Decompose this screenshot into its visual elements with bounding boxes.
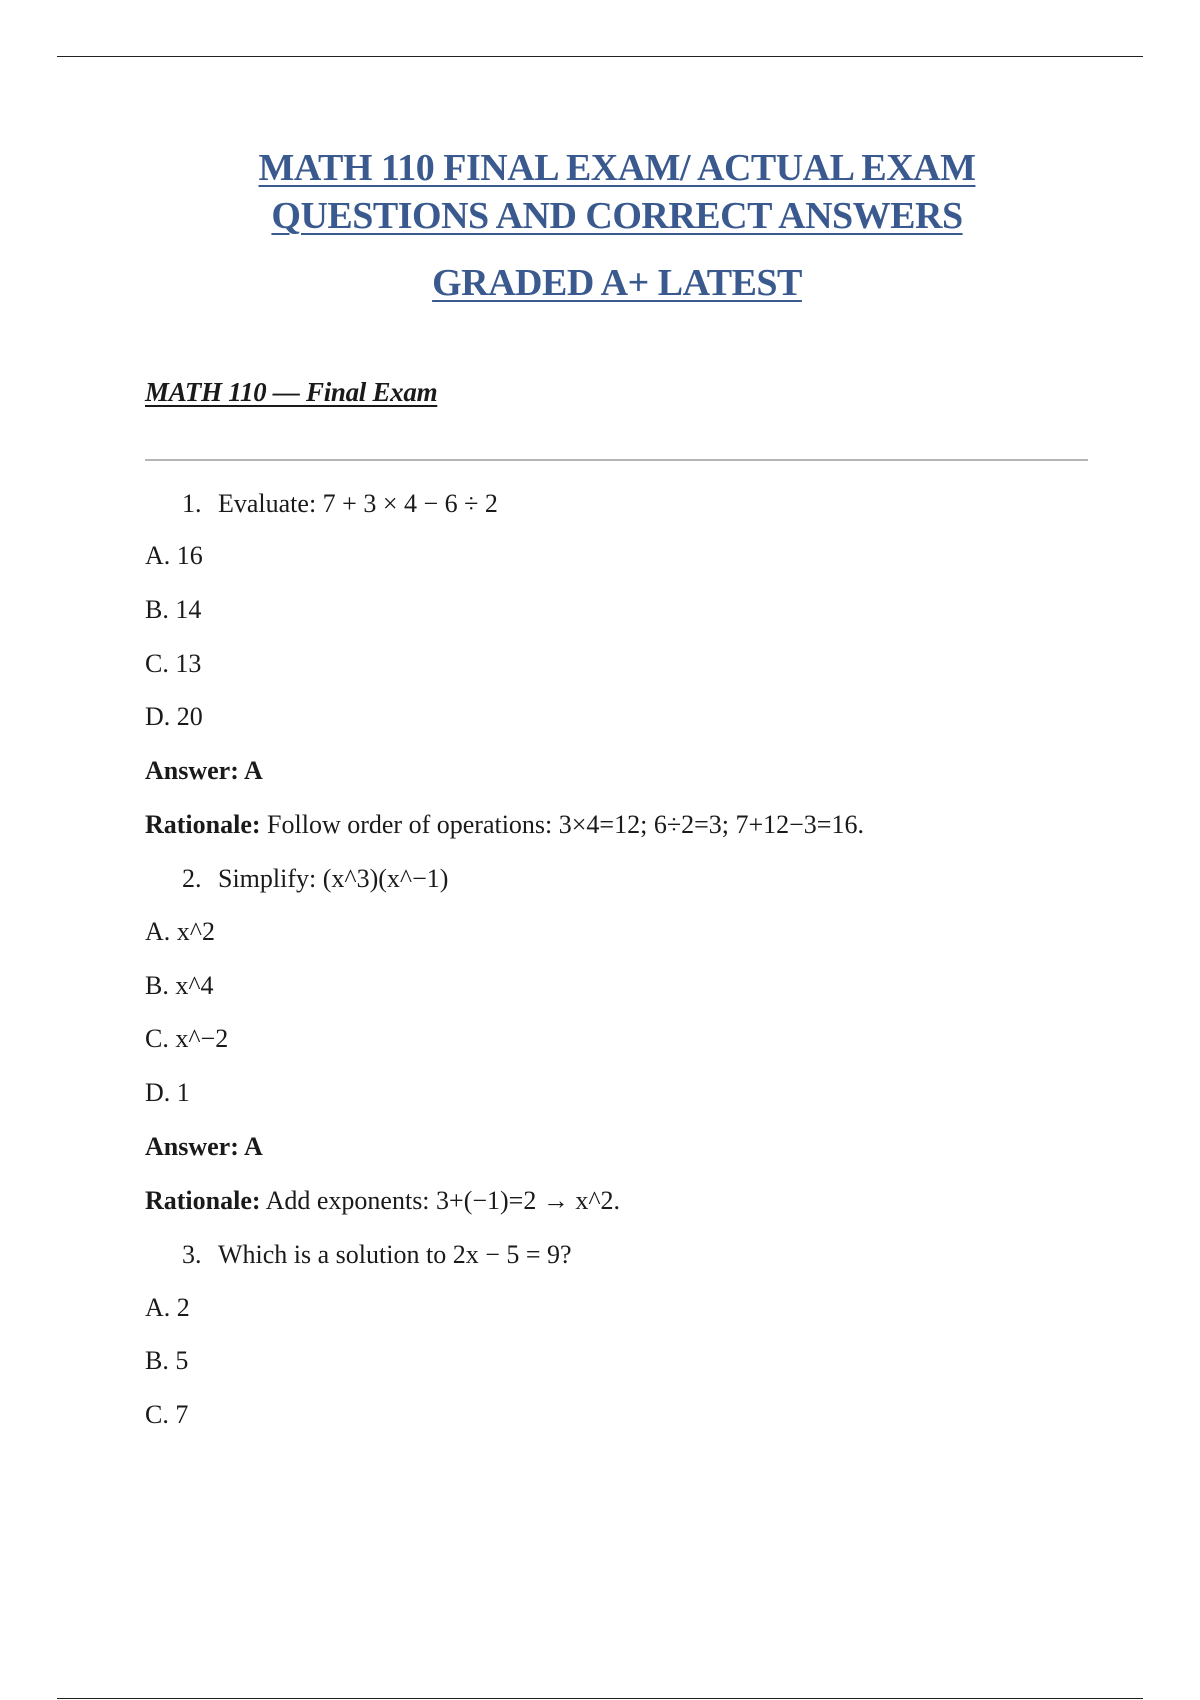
top-rule	[57, 56, 1143, 57]
rationale-label: Rationale:	[145, 810, 261, 839]
document-title-line-3: GRADED A+ LATEST	[432, 262, 802, 304]
option-a: A. 16	[145, 541, 203, 570]
option-d: D. 1	[145, 1078, 190, 1107]
question-text: Evaluate: 7 + 3 × 4 − 6 ÷ 2	[218, 489, 498, 518]
exam-subtitle: MATH 110 — Final Exam	[145, 377, 438, 407]
question-number: 3.	[182, 1240, 202, 1269]
question-text: Which is a solution to 2x − 5 = 9?	[218, 1240, 572, 1269]
bottom-rule	[57, 1698, 1143, 1699]
option-b: B. 14	[145, 595, 202, 624]
answer-line	[145, 755, 263, 787]
option-d: D. 20	[145, 702, 203, 731]
question-2	[182, 863, 448, 895]
question-number: 1.	[182, 489, 202, 518]
rationale-line	[145, 1185, 620, 1217]
rationale-text: Add exponents: 3+(−1)=2 → x^2.	[260, 1186, 621, 1215]
option-b: B. 5	[145, 1346, 189, 1375]
option-c: C. x^−2	[145, 1024, 229, 1053]
rationale-label: Rationale:	[145, 1186, 261, 1215]
answer-line	[145, 1131, 263, 1163]
option-c: C. 7	[145, 1400, 189, 1429]
option-b: B. x^4	[145, 971, 214, 1000]
answer-value: A	[238, 756, 263, 785]
option-c: C. 13	[145, 649, 202, 678]
option-a: A. x^2	[145, 917, 215, 946]
answer-value: A	[238, 1132, 263, 1161]
question-text: Simplify: (x^3)(x^−1)	[218, 864, 449, 893]
answer-label: Answer:	[145, 1132, 239, 1161]
option-a: A. 2	[145, 1293, 190, 1322]
question-number: 2.	[182, 864, 202, 893]
question-3	[182, 1239, 572, 1271]
rationale-line	[145, 809, 864, 841]
document-title-line-2: QUESTIONS AND CORRECT ANSWERS	[271, 195, 963, 237]
answer-label: Answer:	[145, 756, 239, 785]
rationale-text: Follow order of operations: 3×4=12; 6÷2=3; 7+12−3=16.	[260, 810, 864, 839]
question-1	[182, 488, 498, 520]
section-divider	[145, 459, 1088, 461]
document-title-line-1: MATH 110 FINAL EXAM/ ACTUAL EXAM	[258, 147, 976, 189]
